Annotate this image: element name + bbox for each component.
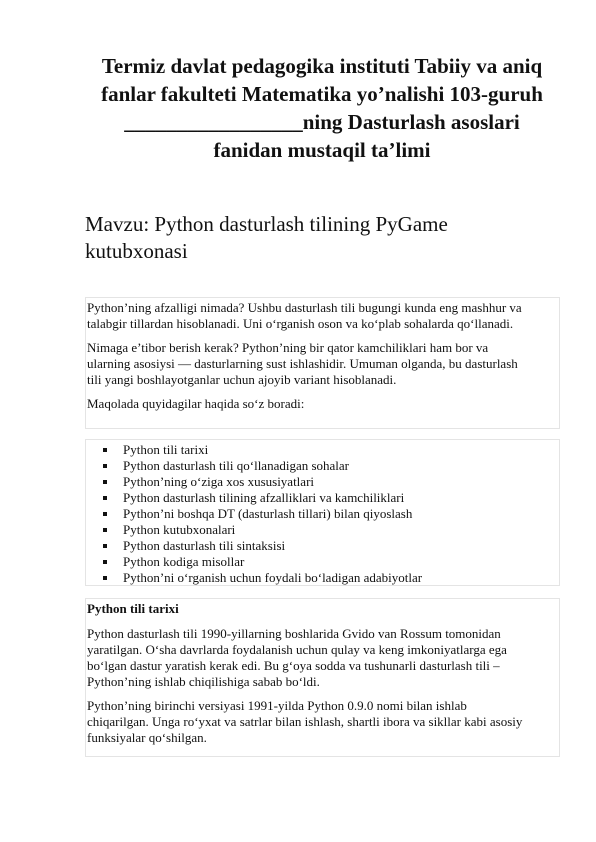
bullet-icon bbox=[103, 448, 107, 452]
bullet-icon bbox=[103, 496, 107, 500]
text-line: yaratilgan. Oʻsha davrlarda foydalanish uchun qulay va keng imkoniyatlarga ega bbox=[87, 642, 507, 657]
list-item-text: Python dasturlash tili qoʻllanadigan sohalar bbox=[123, 458, 350, 473]
bullet-icon bbox=[103, 544, 107, 548]
bullet-icon bbox=[103, 512, 107, 516]
intro-paragraph-2 bbox=[87, 340, 555, 388]
text-line: ularning asosiysi — dasturlarning sust ishlashidir. Umuman olganda, bu dasturlash bbox=[87, 356, 518, 371]
intro-paragraph-3: Maqolada quyidagilar haqida soʻz boradi: bbox=[87, 396, 305, 411]
list-item bbox=[87, 490, 555, 506]
list-item bbox=[87, 442, 555, 458]
list-item-text: Python kodiga misollar bbox=[123, 554, 245, 569]
heading-line: fanlar fakulteti Matematika yo’nalishi 103-guruh bbox=[101, 82, 543, 106]
heading-line: Termiz davlat pedagogika instituti Tabiiy va aniq bbox=[101, 54, 543, 78]
list-item-text: Python tili tarixi bbox=[123, 442, 209, 457]
heading-line: fanidan mustaqil ta’limi bbox=[213, 138, 431, 162]
list-item bbox=[87, 506, 555, 522]
text-line: Python’ning birinchi versiyasi 1991-yilda Python 0.9.0 nomi bilan ishlab bbox=[87, 698, 467, 713]
list-item-text: Python dasturlash tili sintaksisi bbox=[123, 538, 286, 553]
list-item bbox=[87, 458, 555, 474]
history-paragraph-1 bbox=[87, 626, 555, 690]
history-section bbox=[85, 598, 560, 757]
text-line: tili yangi boshlayotganlar uchun ajoyib variant hisoblanadi. bbox=[87, 372, 397, 387]
bullet-icon bbox=[103, 560, 107, 564]
list-item bbox=[87, 570, 555, 586]
contents-list-section bbox=[85, 439, 560, 586]
heading-line: _________________ning Dasturlash asoslari bbox=[124, 110, 520, 134]
text-line: chiqarilgan. Unga roʻyxat va satrlar bilan ishlash, shartli ibora va sikllar kabi asosiy bbox=[87, 714, 523, 729]
bullet-icon bbox=[103, 464, 107, 468]
history-subheading: Python tili tarixi bbox=[87, 601, 179, 616]
text-line: boʻlgan dastur yaratish kerak edi. Bu gʻoya sodda va tushunarli dasturlash tili – bbox=[87, 658, 500, 673]
bullet-icon bbox=[103, 576, 107, 580]
document-heading bbox=[80, 52, 564, 164]
text-line: Python’ning afzalligi nimada? Ushbu dasturlash tili bugungi kunda eng mashhur va bbox=[87, 300, 522, 315]
intro-paragraph-1 bbox=[87, 300, 555, 332]
contents-list bbox=[87, 442, 555, 586]
text-line: talabgir tillardan hisoblanadi. Uni oʻrganish oson va koʻplab sohalarda qoʻllanadi. bbox=[87, 316, 514, 331]
history-paragraph-2 bbox=[87, 698, 555, 746]
list-item-text: Python’ning oʻziga xos xususiyatlari bbox=[123, 474, 315, 489]
bullet-icon bbox=[103, 480, 107, 484]
list-item bbox=[87, 554, 555, 570]
topic-title bbox=[85, 211, 555, 265]
intro-section bbox=[85, 297, 560, 429]
topic-line: Mavzu: Python dasturlash tilining PyGame bbox=[85, 212, 448, 236]
list-item-text: Python dasturlash tilining afzalliklari va kamchiliklari bbox=[123, 490, 405, 505]
text-line: Python’ning ishlab chiqilishiga sabab boʻldi. bbox=[87, 674, 320, 689]
list-item-text: Python kutubxonalari bbox=[123, 522, 236, 537]
list-item bbox=[87, 474, 555, 490]
text-line: Nimaga e’tibor berish kerak? Python’ning bir qator kamchiliklari ham bor va bbox=[87, 340, 489, 355]
text-line: funksiyalar qoʻshilgan. bbox=[87, 730, 207, 745]
list-item-text: Python’ni oʻrganish uchun foydali boʻladigan adabiyotlar bbox=[123, 570, 423, 585]
topic-line: kutubxonasi bbox=[85, 239, 188, 263]
list-item-text: Python’ni boshqa DT (dasturlash tillari) bilan qiyoslash bbox=[123, 506, 413, 521]
list-item bbox=[87, 538, 555, 554]
list-item bbox=[87, 522, 555, 538]
text-line: Python dasturlash tili 1990-yillarning boshlarida Gvido van Rossum tomonidan bbox=[87, 626, 501, 641]
bullet-icon bbox=[103, 528, 107, 532]
